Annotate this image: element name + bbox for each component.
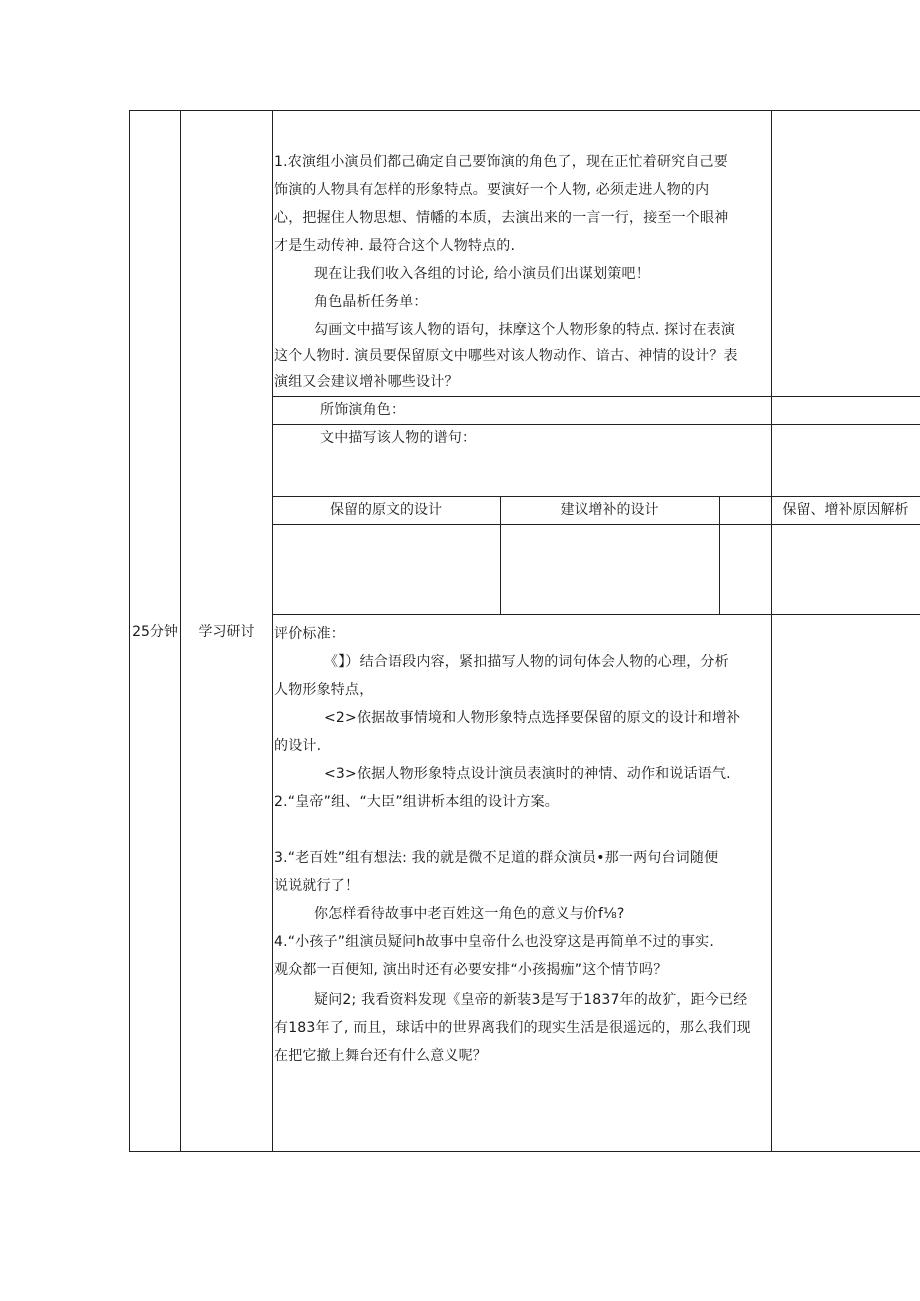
role-label: 所饰演角色： — [320, 402, 406, 418]
intro-line-7: 勾画文中描写该人物的语句，抹摩这个人物形象的特点. 探讨在表演 — [314, 322, 736, 338]
intro-line-8: 这个人物时. 演员要保留原文中哪些对该人物动作、谙古、神情的设计？表 — [274, 348, 738, 364]
question-5a: 疑问2; 我看资料发现《皇帝的新装3是写于1837年的故犷，距今已经 — [314, 992, 748, 1008]
row-line-subbody — [272, 524, 920, 525]
criteria-1a: 《】）结合语段内容，紧扣描写人物的词句体会人物的心理，分析 — [324, 654, 729, 670]
row-line-criteria — [272, 614, 920, 615]
criteria-title: 评价标准： — [274, 626, 345, 642]
question-3c: 你怎样看待故事中老百姓这一角色的意义与价f⅛? — [314, 906, 625, 922]
intro-line-5: 现在让我们收入各组的讨论, 给小演员们出谋划策吧！ — [314, 266, 650, 282]
time-cell: 25分钟 — [132, 624, 178, 640]
criteria-2b: 的设计. — [274, 738, 322, 754]
question-3a: 3.“老百姓”组有想法: 我的就是微不足道的群众演员•那一两句台词随便 — [274, 850, 719, 866]
question-5b: 有183年了, 而且，球话中的世界离我们的现实生活是很遥远的，那么我们现 — [274, 1020, 751, 1036]
criteria-1b: 人物形象特点， — [274, 682, 374, 698]
question-4b: 观众都一百便知, 演出时还有必要安排“小孩揭痂”这个情节吗？ — [274, 962, 668, 978]
criteria-3: <3>依据人物形象特点设计演员表演时的神情、动作和说话语气. — [324, 766, 731, 782]
col-keep-header: 保留的原文的设计 — [330, 502, 442, 518]
intro-line-4: 才是生动传神. 最符合这个人物特点的. — [274, 238, 516, 254]
col-reason-header: 保留、增补原因解析 — [782, 502, 909, 518]
intro-line-6: 角色晶析任务单： — [314, 294, 428, 310]
intro-line-3: 心，把握住人物思想、情幡的本质，去演出来的一言一行，接至一个眼神 — [274, 210, 729, 226]
stage-cell: 学习研讨 — [198, 624, 255, 640]
criteria-2a: <2>依据故事情境和人物形象特点选择要保留的原文的设计和增补 — [324, 710, 741, 726]
intro-line-9: 演组又会建议增补哪些设计？ — [274, 374, 459, 390]
intro-line-2: 饰演的人物具有怎样的形象特点。要演好一个人物, 必须走进人物的内 — [274, 182, 710, 198]
col-divider-content — [771, 110, 772, 1152]
col-add-header: 建议增补的设计 — [560, 502, 659, 518]
subcol-divider-2 — [719, 496, 720, 614]
intro-line-1: 1.农演组小演员们都己确定自己要饰演的角色了，现在正忙着研究自己要 — [274, 154, 728, 170]
col-divider-stage — [272, 110, 273, 1152]
question-5c: 在把它撤上舞台还有什么意义呢？ — [274, 1048, 487, 1064]
question-4a: 4.“小孩子”组演员疑问h故事中皇帝什么也没穿这是再简单不过的事实. — [274, 934, 714, 950]
row-line-subheader — [272, 496, 920, 497]
sentences-label: 文中描写该人物的谱句： — [320, 430, 477, 446]
question-3b: 说说就行了！ — [274, 878, 360, 894]
question-2: 2.“皇帝”组、“大臣”组讲析本组的设计方案。 — [274, 794, 559, 810]
